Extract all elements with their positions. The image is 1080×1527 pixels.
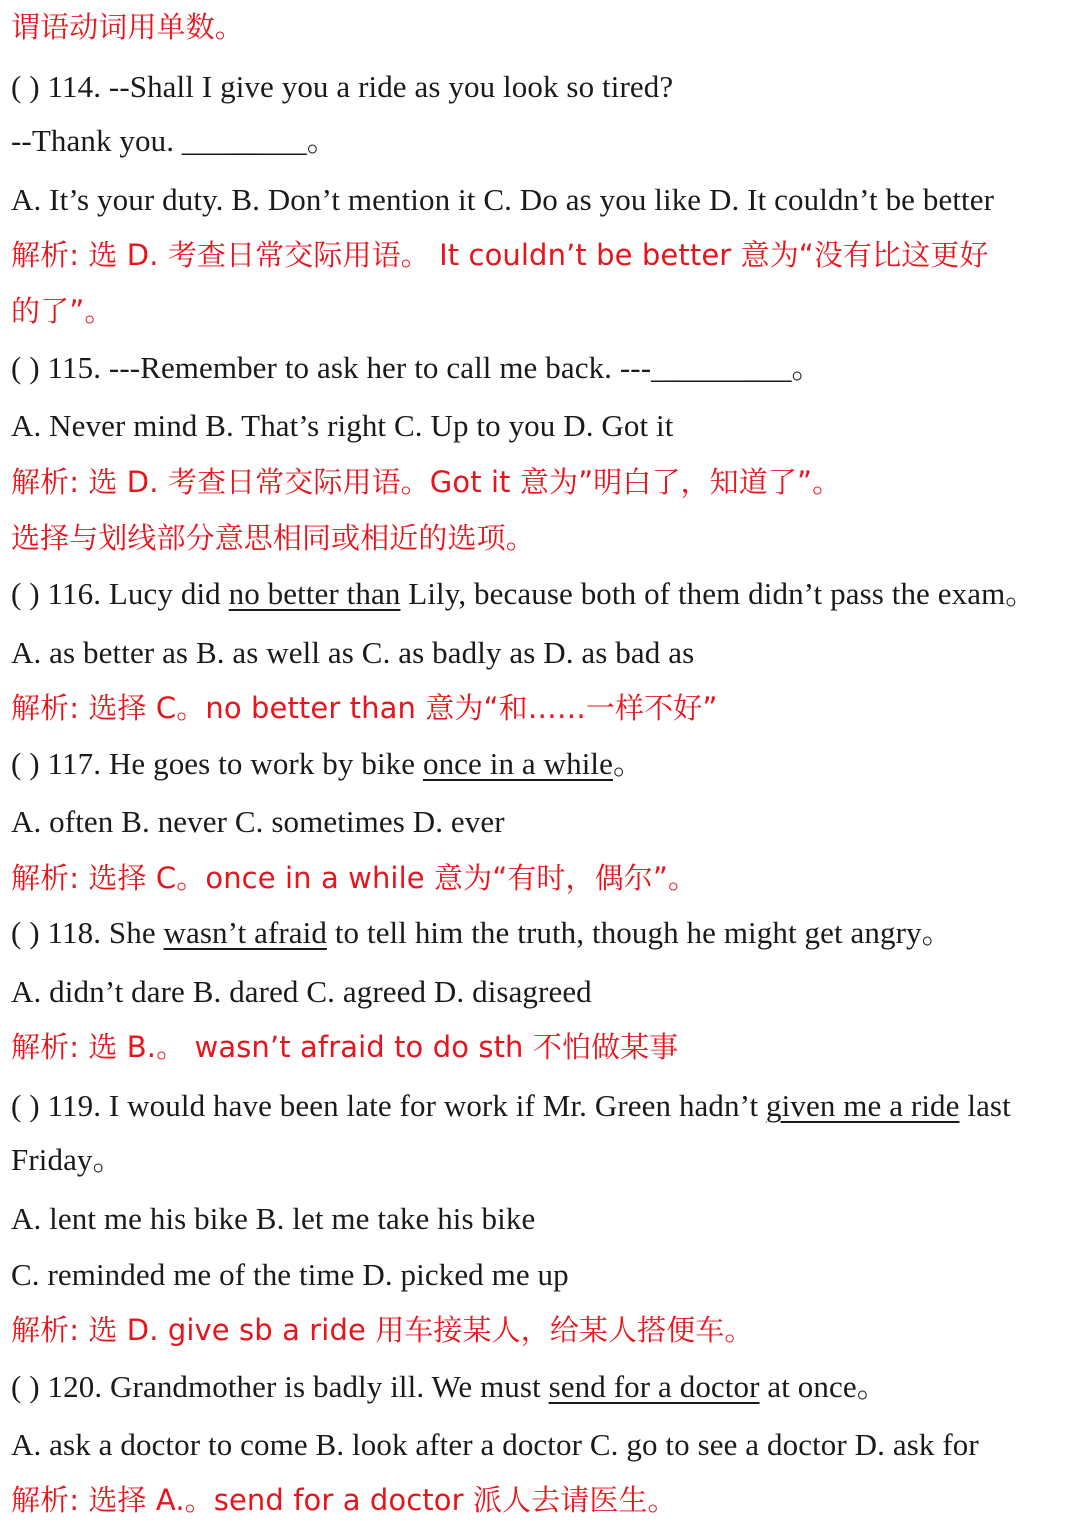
question-119-cont: Friday。: [11, 1142, 124, 1177]
question-117-options: A. often B. never C. sometimes D. ever: [11, 804, 505, 839]
question-114-analysis-cont: 的了”。: [11, 294, 114, 328]
question-114-options: A. It’s your duty. B. Don’t mention it C. Do as you like D. It couldn’t be better: [11, 182, 995, 217]
question-119-post: last: [959, 1088, 1011, 1123]
question-118-options: A. didn’t dare B. dared C. agreed D. disagreed: [11, 974, 592, 1009]
question-119-options-1: A. lent me his bike B. let me take his bike: [11, 1201, 536, 1236]
question-114-analysis: 解析: 选 D. 考查日常交际用语。 It couldn’t be better 意为“没有比这更好: [11, 238, 989, 272]
question-117: [11, 744, 1074, 784]
question-119: [11, 1086, 1074, 1126]
section-heading: 选择与划线部分意思相同或相近的选项。: [11, 521, 535, 555]
question-118: [11, 913, 1074, 953]
question-117-underlined: once in a while: [422, 746, 613, 781]
question-120: [11, 1367, 1074, 1407]
grammar-note: 谓语动词用单数。: [11, 10, 244, 44]
question-119-underlined: given me a ride: [766, 1088, 960, 1123]
question-116-post: Lily, because both of them didn’t pass the exam。: [400, 576, 1037, 611]
question-119-options-2: C. reminded me of the time D. picked me up: [11, 1257, 569, 1292]
question-116-analysis: 解析: 选择 C。no better than 意为“和……一样不好”: [11, 691, 718, 725]
question-118-underlined: wasn’t afraid: [163, 915, 327, 950]
question-115: ( ) 115. ---Remember to ask her to call me back. ---_________。: [11, 350, 823, 385]
question-120-options: A. ask a doctor to come B. look after a doctor C. go to see a doctor D. ask for: [11, 1427, 979, 1462]
question-120-analysis: 解析: 选择 A.。send for a doctor 派人去请医生。: [11, 1483, 677, 1517]
question-117-post: 。: [612, 746, 645, 781]
question-118-post: to tell him the truth, though he might get angry。: [326, 915, 953, 950]
question-117-analysis: 解析: 选择 C。once in a while 意为“有时，偶尔”。: [11, 861, 698, 895]
question-114-response: --Thank you. ________。: [11, 123, 338, 158]
question-116: [11, 574, 1074, 614]
question-119-pre: ( ) 119. I would have been late for work if Mr. Green hadn’t: [11, 1088, 767, 1123]
question-117-pre: ( ) 117. He goes to work by bike: [11, 746, 423, 781]
question-118-analysis: 解析: 选 B.。 wasn’t afraid to do sth 不怕做某事: [11, 1030, 679, 1064]
question-120-pre: ( ) 120. Grandmother is badly ill. We must: [11, 1369, 549, 1404]
question-115-options: A. Never mind B. That’s right C. Up to you D. Got it: [11, 408, 674, 443]
question-116-underlined: no better than: [228, 576, 401, 611]
question-118-pre: ( ) 118. She: [11, 915, 164, 950]
question-114: ( ) 114. --Shall I give you a ride as you look so tired?: [11, 69, 674, 104]
question-116-pre: ( ) 116. Lucy did: [11, 576, 229, 611]
question-120-post: at once。: [759, 1369, 888, 1404]
question-120-underlined: send for a doctor: [548, 1369, 760, 1404]
question-116-options: A. as better as B. as well as C. as badly as D. as bad as: [11, 635, 695, 670]
question-119-analysis: 解析: 选 D. give sb a ride 用车接某人，给某人搭便车。: [11, 1313, 754, 1347]
question-115-analysis: 解析: 选 D. 考查日常交际用语。Got it 意为”明白了，知道了”。: [11, 465, 842, 499]
